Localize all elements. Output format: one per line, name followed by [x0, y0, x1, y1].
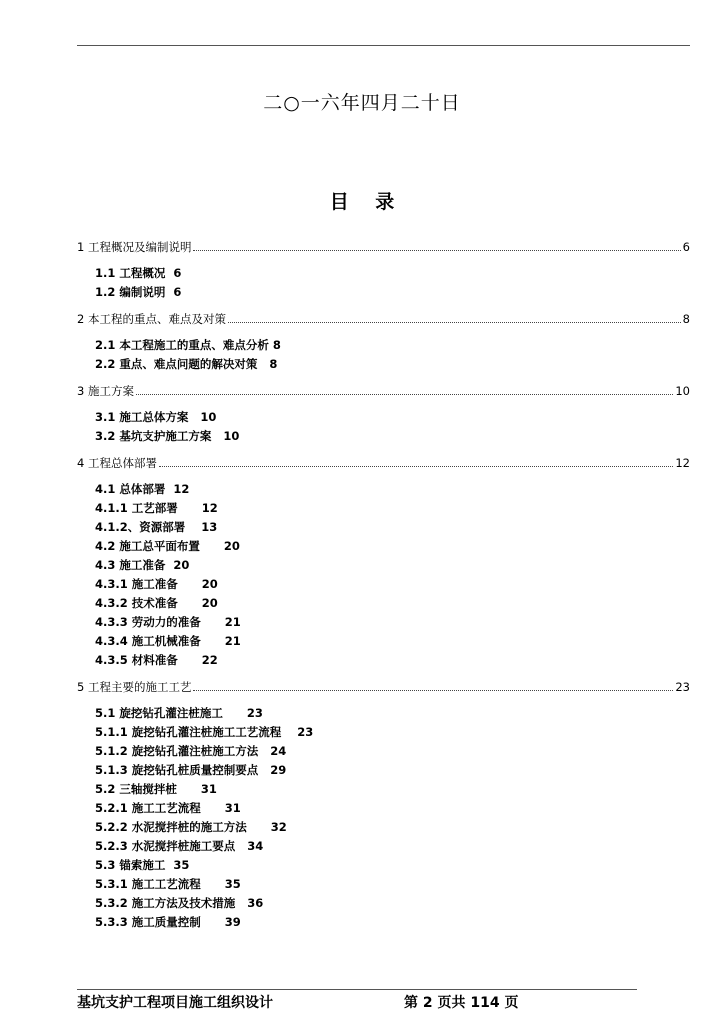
- toc-chapter-title: 5 工程主要的施工工艺: [77, 680, 192, 694]
- table-of-contents: [77, 238, 690, 940]
- toc-subsection-entry[interactable]: 2.1 本工程施工的重点、难点分析 8: [95, 338, 281, 352]
- toc-subsection-group: [77, 400, 690, 454]
- toc-subsection-entry[interactable]: 5.1 旋挖钻孔灌注桩施工 23: [95, 706, 263, 720]
- toc-chapter-page: 8: [682, 312, 690, 326]
- toc-dot-leader: [193, 689, 673, 691]
- toc-subsection-entry[interactable]: 5.3.3 施工质量控制 39: [95, 915, 241, 929]
- toc-subsection-entry[interactable]: 4.3.3 劳动力的准备 21: [95, 615, 241, 629]
- toc-dot-leader: [228, 321, 681, 323]
- toc-subsection-entry[interactable]: 5.3 锚索施工 35: [95, 858, 190, 872]
- toc-subsection-entry[interactable]: 5.2 三轴搅拌桩 31: [95, 782, 217, 796]
- toc-dot-leader: [159, 465, 673, 467]
- toc-subsection-entry[interactable]: 4.1.1 工艺部署 12: [95, 501, 218, 515]
- toc-chapter-page: 12: [675, 456, 690, 470]
- toc-subsection-entry[interactable]: 4.2 施工总平面布置 20: [95, 539, 240, 553]
- toc-subsection-group: [77, 472, 690, 678]
- toc-subsection-entry[interactable]: 5.3.2 施工方法及技术措施 36: [95, 896, 264, 910]
- toc-chapter-entry[interactable]: [77, 454, 690, 472]
- toc-subsection-entry[interactable]: 4.3.5 材料准备 22: [95, 653, 218, 667]
- toc-dot-leader: [193, 249, 680, 251]
- toc-chapter-entry[interactable]: [77, 678, 690, 696]
- toc-chapter-entry[interactable]: [77, 310, 690, 328]
- toc-title: 目 录: [329, 191, 405, 213]
- header-rule: [77, 45, 690, 46]
- toc-subsection-entry[interactable]: 1.2 编制说明 6: [95, 285, 182, 299]
- toc-chapter-entry[interactable]: [77, 238, 690, 256]
- toc-subsection-entry[interactable]: 4.1.2、资源部署 13: [95, 520, 218, 534]
- toc-subsection-group: [77, 256, 690, 310]
- toc-dot-leader: [136, 393, 673, 395]
- toc-subsection-entry[interactable]: 4.3.4 施工机械准备 21: [95, 634, 241, 648]
- toc-subsection-group: [77, 696, 690, 940]
- toc-subsection-entry[interactable]: 3.1 施工总体方案 10: [95, 410, 217, 424]
- footer-page-info: 第 2 页共 114 页: [404, 995, 519, 1011]
- toc-chapter-page: 23: [675, 680, 690, 694]
- toc-subsection-entry[interactable]: 5.1.2 旋挖钻孔灌注桩施工方法 24: [95, 744, 287, 758]
- toc-chapter-page: 10: [675, 384, 690, 398]
- toc-chapter-title: 3 施工方案: [77, 384, 134, 398]
- toc-subsection-entry[interactable]: 5.2.2 水泥搅拌桩的施工方法 32: [95, 820, 287, 834]
- toc-subsection-entry[interactable]: 4.3.2 技术准备 20: [95, 596, 218, 610]
- toc-chapter-title: 1 工程概况及编制说明: [77, 240, 192, 254]
- document-date: 二○一六年四月二十日: [263, 92, 461, 114]
- toc-chapter-title: 4 工程总体部署: [77, 456, 157, 470]
- toc-chapter-entry[interactable]: [77, 382, 690, 400]
- toc-subsection-entry[interactable]: 4.1 总体部署 12: [95, 482, 190, 496]
- toc-subsection-entry[interactable]: 5.1.1 旋挖钻孔灌注桩施工工艺流程 23: [95, 725, 314, 739]
- toc-subsection-entry[interactable]: 5.2.1 施工工艺流程 31: [95, 801, 241, 815]
- toc-subsection-entry[interactable]: 2.2 重点、难点问题的解决对策 8: [95, 357, 278, 371]
- toc-subsection-entry[interactable]: 5.3.1 施工工艺流程 35: [95, 877, 241, 891]
- toc-subsection-entry[interactable]: 4.3.1 施工准备 20: [95, 577, 218, 591]
- footer-rule: [77, 989, 637, 990]
- toc-subsection-entry[interactable]: 3.2 基坑支护施工方案 10: [95, 429, 240, 443]
- toc-subsection-entry[interactable]: 5.1.3 旋挖钻孔桩质量控制要点 29: [95, 763, 287, 777]
- footer-document-title: 基坑支护工程项目施工组织设计: [77, 995, 273, 1011]
- toc-chapter-page: 6: [682, 240, 690, 254]
- toc-subsection-entry[interactable]: 4.3 施工准备 20: [95, 558, 190, 572]
- toc-chapter-title: 2 本工程的重点、难点及对策: [77, 312, 226, 326]
- toc-subsection-entry[interactable]: 1.1 工程概况 6: [95, 266, 182, 280]
- toc-subsection-entry[interactable]: 5.2.3 水泥搅拌桩施工要点 34: [95, 839, 264, 853]
- toc-subsection-group: [77, 328, 690, 382]
